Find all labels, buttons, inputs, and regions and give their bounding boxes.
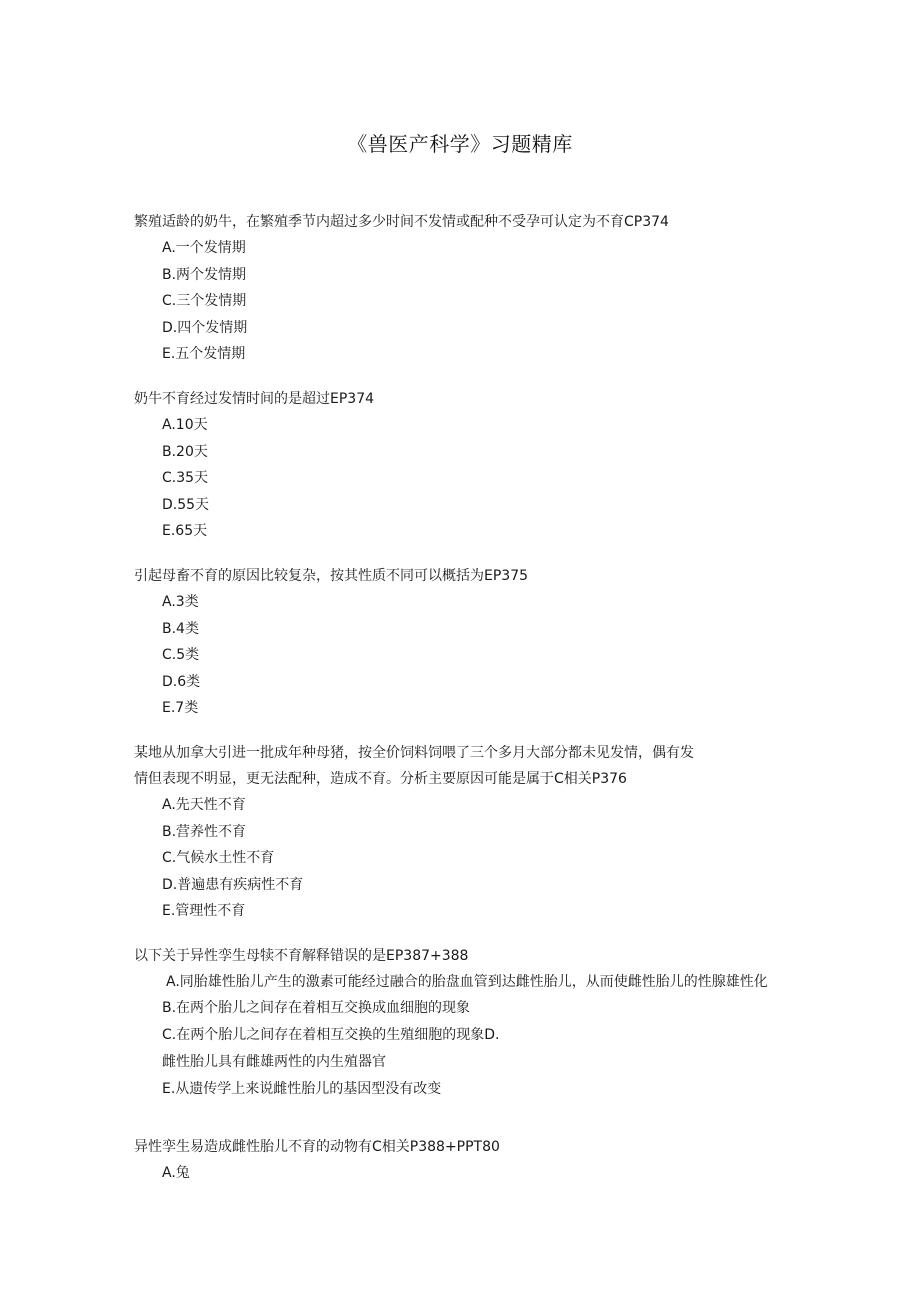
option-a: A.10天 [162, 417, 208, 433]
question-4 [134, 740, 794, 925]
option-e: E.五个发情期 [162, 346, 246, 362]
question-stem: 繁殖适龄的奶牛，在繁殖季节内超过多少时间不发情或配种不受孕可认定为不育CP374 [134, 214, 669, 230]
option-c: C.35天 [162, 470, 209, 486]
option-d: D.普遍患有疾病性不育 [162, 876, 304, 893]
option-b: B.20天 [162, 443, 208, 460]
option-e: E.7类 [162, 700, 199, 716]
document-title: 《兽医产科学》习题精库 [347, 132, 573, 156]
option-d: D.6类 [162, 673, 201, 690]
question-3 [134, 563, 794, 722]
question-stem: 以下关于异性孪生母犊不育解释错误的是EP387+388 [134, 948, 469, 964]
option-b: B.4类 [162, 620, 199, 637]
question-stem-line-2: 情但表现不明显，更无法配种，造成不育。分析主要原因可能是属于C相关P376 [134, 771, 627, 787]
question-5 [134, 943, 794, 1103]
question-stem: 异性孪生易造成雌性胎儿不育的动物有C相关P388+PPT80 [134, 1139, 500, 1155]
option-a: A.兔 [162, 1165, 190, 1181]
question-stem: 引起母畜不育的原因比较复杂，按其性质不同可以概括为EP375 [134, 568, 529, 584]
question-stem: 奶牛不育经过发情时间的是超过EP374 [134, 391, 375, 407]
option-e: E.65天 [162, 523, 208, 539]
option-b: B.在两个胎儿之间存在着相互交换成血细胞的现象 [162, 1000, 471, 1016]
option-a: A.3类 [162, 594, 199, 610]
option-e: E.管理性不育 [162, 903, 246, 919]
question-stem-line-1: 某地从加拿大引进一批成年种母猪，按全价饲料饲喂了三个多月大部分都未见发情，偶有发 [134, 745, 694, 761]
option-d: D.55天 [162, 496, 210, 513]
question-2 [134, 386, 794, 545]
option-c: C.三个发情期 [162, 293, 247, 309]
option-c: C.在两个胎儿之间存在着相互交换的生殖细胞的现象D. [162, 1026, 500, 1043]
question-6 [134, 1134, 794, 1187]
option-c: C.气候水土性不育 [162, 850, 275, 866]
option-a: A.先天性不育 [162, 797, 246, 813]
question-1 [134, 209, 794, 368]
option-e: E.从遗传学上来说雌性胎儿的基因型没有改变 [162, 1081, 442, 1097]
option-b: B.两个发情期 [162, 266, 247, 283]
option-d: 雌性胎儿具有雌雄两性的内生殖器官 [162, 1054, 386, 1070]
option-a: A.一个发情期 [162, 240, 246, 256]
option-b: B.营养性不育 [162, 823, 247, 840]
option-a: A.同胎雄性胎儿产生的激素可能经过融合的胎盘血管到达雌性胎儿，从而使雌性胎儿的性腺雄性化 [166, 974, 768, 990]
option-c: C.5类 [162, 647, 200, 663]
option-d: D.四个发情期 [162, 319, 248, 336]
